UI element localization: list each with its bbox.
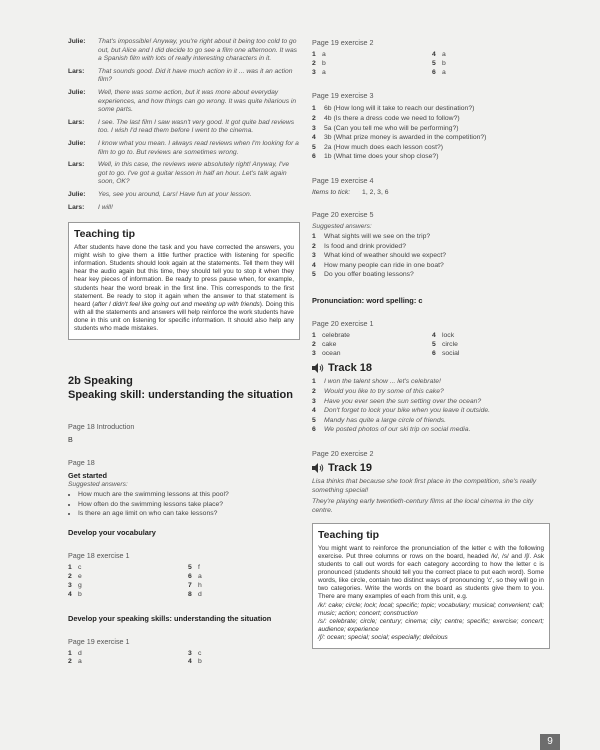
exercise-label: Page 20 exercise 2 xyxy=(312,448,374,458)
list-item: 3 Have you ever seen the sun setting over the ocean? xyxy=(312,397,482,405)
list-item: 2 4b (Is there a dress code we need to follow?) xyxy=(312,114,460,122)
dialogue-line xyxy=(68,191,300,200)
section-title: 2b Speaking xyxy=(68,375,133,388)
line-text: That's impossible! Anyway, you're right about it being too cold to go out, but Alice and I did decide to go see a film one afternoon. It was a Spanish film with lots of really interesting characters in it. xyxy=(98,38,298,63)
list-item: • Is there an age limit on who can take lessons? xyxy=(78,509,300,518)
line-text: Well, in this case, the reviews were absolutely right! Anyway, I've got to go. I've got a guitar lesson in half an hour. Let's talk again soon, OK? xyxy=(98,161,290,186)
exercise-label: Page 19 exercise 1 xyxy=(68,636,130,646)
section-heading xyxy=(68,374,300,402)
list-item: • How much are the swimming lessons at this pool? xyxy=(78,490,300,499)
teaching-tip-title: Teaching tip xyxy=(74,228,136,241)
answer-list xyxy=(312,232,550,280)
tick-items xyxy=(312,189,550,196)
dialogue-line xyxy=(68,161,300,187)
answer-grid: 1 a 4 a 2 b 5 b 3 a 6 a xyxy=(312,51,446,76)
list-item: 6 We posted photos of our ski trip on social media. xyxy=(312,426,471,434)
teaching-tip-box xyxy=(312,523,550,649)
suggested-answers-label: Suggested answers: xyxy=(312,222,372,230)
track-title: Track 19 xyxy=(328,461,373,474)
dialogue xyxy=(68,38,300,212)
get-started-heading: Get started xyxy=(68,471,108,481)
speaker: Julie: xyxy=(68,190,86,198)
dialogue-line xyxy=(68,89,300,115)
left-column xyxy=(68,38,300,667)
line-text: I will! xyxy=(98,203,113,211)
exercise-label: Page 19 exercise 4 xyxy=(312,175,374,185)
transcript-line: They're playing early twentieth-century films at the local cinema in the city centre. xyxy=(312,497,534,514)
speaker: Lars: xyxy=(68,203,85,211)
teaching-tip-body: After students have done the task and you have corrected the answers, you might wish to give them a little further practice with listening for specific information. Students should look again at the statements. Tell them they will hear the audio again but this time, they should tell you to stop it when they hear key pieces of information. Be ready to press pause when, for example, students hear the word break in the first line. This corresponds to the first statement. Be ready to stop it again when the answer to that statement is heard (after I didn't feel like going out and meeting up with friends). Doing this with all the statements and answers will help reinforce the work students have done in this unit on listening for specific information. It should also help any students who made mistakes. xyxy=(74,244,295,333)
exercise-label: Page 19 exercise 3 xyxy=(312,91,374,101)
line-text: Well, there was some action, but it was more about everyday experiences, and how things can go wrong. It was quite hilarious in some parts. xyxy=(98,88,297,114)
vocabulary-heading: Develop your vocabulary xyxy=(68,528,156,538)
suggested-answers-label: Suggested answers: xyxy=(68,481,128,489)
dialogue-line xyxy=(68,68,300,85)
line-text: I see. The last film I saw wasn't very good. It got quite bad reviews too. I wish I'd read them before I went to the cinema. xyxy=(98,118,295,135)
dialogue-line xyxy=(68,204,300,213)
transcript-line: Lisa thinks that because she took first place in the competition, she's really something special! xyxy=(312,477,537,494)
speaker: Julie: xyxy=(68,139,86,147)
speaker-icon xyxy=(312,363,324,373)
teaching-tip-body: You might want to reinforce the pronunciation of the letter c with the following exercise. Put three columns or rows on the board, headed /k/, /s/ and /ʃ/. Ask students to call out words for each category according to how the letter c is pronounced (students should tell you the correct place to put each word). Some words, like circle, contain two distinct ways of pronouncing 'c', so they will go in two categories. Write the words on the board as students give them to you. There are many examples of each from this unit, e.g. xyxy=(318,544,544,601)
list-item: 5 2a (How much does each lesson cost?) xyxy=(312,143,444,151)
speaker: Lars: xyxy=(68,67,85,75)
list-item: 1 I won the talent show ... let's celebrate! xyxy=(312,378,441,386)
speaker: Lars: xyxy=(68,161,85,169)
bullet-list xyxy=(68,490,300,518)
answer-grid: 1 celebrate 4 lock 2 cake 5 circle 3 ocean 6 social xyxy=(312,331,460,357)
list-item: 2 Would you like to try some of this cake? xyxy=(312,387,444,395)
list-item: 5 Do you offer boating lessons? xyxy=(312,271,414,279)
list-item: 3 What kind of weather should we expect? xyxy=(312,252,447,260)
example-line-k: /k/: cake; circle; lock; local; specific; topic; vocabulary; musical; convenient; call; music; action; concert; construction xyxy=(318,601,544,617)
exercise-label: Page 18 exercise 1 xyxy=(68,551,130,561)
speaker-icon xyxy=(312,463,324,473)
exercise-label: Page 18 xyxy=(68,458,95,468)
page-number: 9 xyxy=(540,734,560,750)
right-column xyxy=(312,38,550,649)
tick-label: Items to tick: xyxy=(312,188,351,196)
answer-grid: 1 c 5 f 2 e 6 a 3 g 7 h 4 b 8 d xyxy=(68,564,202,598)
pronunciation-heading: Pronunciation: word spelling: c xyxy=(312,295,423,305)
exercise-label: Page 20 exercise 1 xyxy=(312,318,374,328)
track-18-heading xyxy=(312,362,550,374)
exercise-label: Page 18 Introduction xyxy=(68,422,135,432)
tick-value: 1, 2, 3, 6 xyxy=(362,188,389,196)
answer-grid: 1 d 3 c 2 a 4 b xyxy=(68,649,202,666)
list-item: 4 How many people can ride in one boat? xyxy=(312,261,444,269)
line-text: That sounds good. Did it have much action in it ... was it an action film? xyxy=(98,67,293,84)
list-item: 3 5a (Can you tell me who will be performing?) xyxy=(312,124,459,132)
dialogue-line xyxy=(68,140,300,157)
list-item: 4 Don't forget to lock your bike when you leave it outside. xyxy=(312,407,491,415)
track-19-heading xyxy=(312,462,550,474)
section-subtitle: Speaking skill: understanding the situation xyxy=(68,389,293,402)
teaching-tip-title: Teaching tip xyxy=(318,528,380,541)
speaker: Julie: xyxy=(68,38,86,45)
dialogue-line xyxy=(68,38,300,64)
track-title: Track 18 xyxy=(328,362,373,375)
line-text: I know what you mean. I always read reviews when I'm looking for a film to go to. But reviews are sometimes wrong. xyxy=(98,139,299,156)
speaking-skills-heading: Develop your speaking skills: understanding the situation xyxy=(68,613,272,623)
line-text: Yes, see you around, Lars! Have fun at your lesson. xyxy=(98,190,252,198)
list-item: 1 6b (How long will it take to reach our destination?) xyxy=(312,105,475,113)
dialogue-line xyxy=(68,119,300,136)
track-18-lines xyxy=(312,377,550,435)
teaching-tip-box xyxy=(68,222,300,340)
list-item: 2 Is food and drink provided? xyxy=(312,242,406,250)
exercise-label: Page 19 exercise 2 xyxy=(312,38,374,47)
list-item: 5 Mandy has quite a large circle of friends. xyxy=(312,416,447,424)
speaker: Lars: xyxy=(68,118,85,126)
list-item: 6 1b (What time does your shop close?) xyxy=(312,153,439,161)
example-line-sh: /ʃ/: ocean; special; social; especially; delicious xyxy=(318,633,448,641)
answer-list xyxy=(312,104,550,162)
example-line-s: /s/: celebrate; circle; century; cinema; city; centre; specific; exercise; concert; audience; experience xyxy=(318,617,544,633)
speaker: Julie: xyxy=(68,88,86,96)
list-item: 1 What sights will we see on the trip? xyxy=(312,232,431,240)
list-item: • How often do the swimming lessons take place? xyxy=(78,500,300,509)
list-item: 4 3b (What prize money is awarded in the competition?) xyxy=(312,134,487,142)
exercise-label: Page 20 exercise 5 xyxy=(312,209,374,219)
exercise-answer: B xyxy=(68,435,73,445)
